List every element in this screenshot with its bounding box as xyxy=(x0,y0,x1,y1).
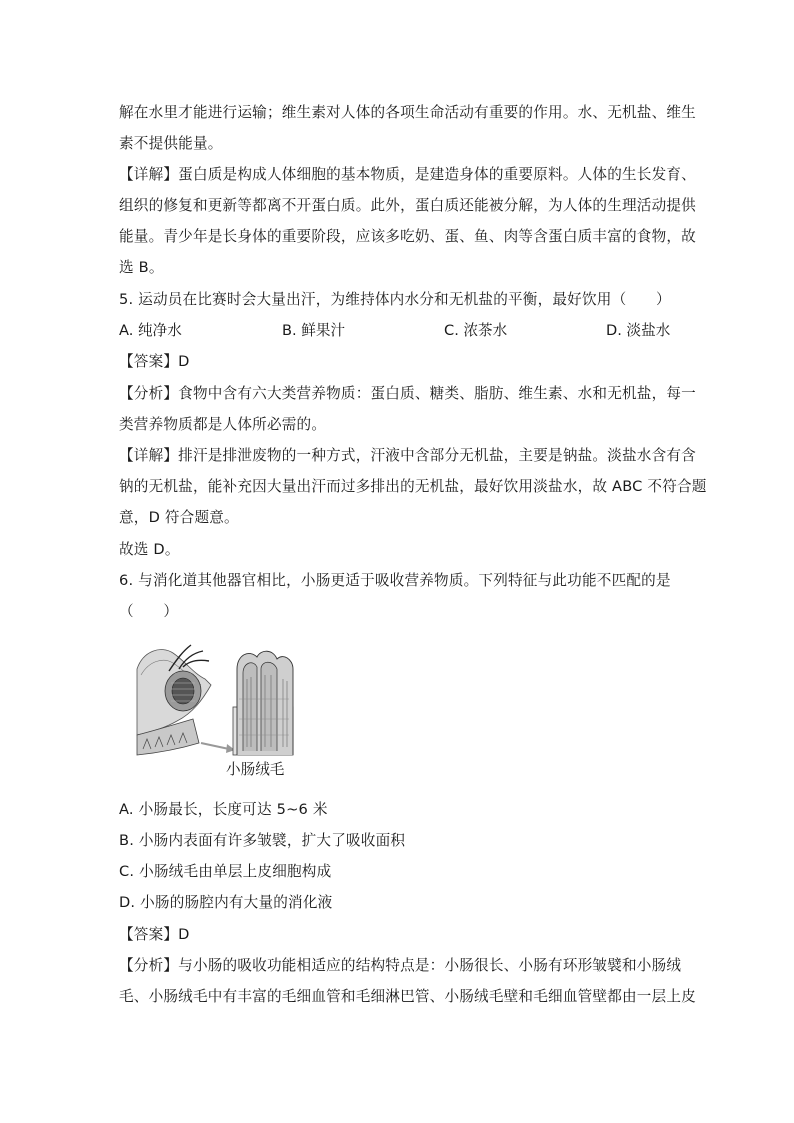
q6-answer: 【答案】D xyxy=(119,926,190,943)
text-line: 【详解】蛋白质是构成人体细胞的基本物质，是建造身体的重要原料。人体的生长发育、 xyxy=(119,166,696,183)
small-intestine-villi-illustration xyxy=(133,639,303,759)
q5-option-b: B. 鲜果汁 xyxy=(282,322,346,339)
q5-answer: 【答案】D xyxy=(119,353,190,370)
q5-option-a: A. 纯净水 xyxy=(119,322,182,339)
text-line: 选 B。 xyxy=(119,259,164,276)
text-line: 解在水里才能进行运输；维生素对人体的各项生命活动有重要的作用。水、无机盐、维生 xyxy=(119,104,696,121)
q6-option-a: A. 小肠最长，长度可达 5~6 米 xyxy=(119,801,328,818)
question-6-stem: 6. 与消化道其他器官相比，小肠更适于吸收营养物质。下列特征与此功能不匹配的是 xyxy=(119,572,671,589)
question-6-stem-cont: （ ） xyxy=(119,603,179,620)
question-5-stem: 5. 运动员在比赛时会大量出汗，为维持体内水分和无机盐的平衡，最好饮用（ ） xyxy=(119,291,671,308)
q5-detail-line: 【详解】排汗是排泄废物的一种方式，汗液中含部分无机盐，主要是钠盐。淡盐水含有含 xyxy=(119,447,696,464)
figure-caption: 小肠绒毛 xyxy=(226,761,285,778)
q6-analysis-line: 【分析】与小肠的吸收功能相适应的结构特点是：小肠很长、小肠有环形皱襞和小肠绒 xyxy=(119,957,682,974)
q5-analysis-line: 类营养物质都是人体所必需的。 xyxy=(119,416,327,433)
q5-detail-line: 钠的无机盐，能补充因大量出汗而过多排出的无机盐，最好饮用淡盐水，故 ABC 不符合题 xyxy=(119,478,707,495)
q5-option-c: C. 浓茶水 xyxy=(444,322,508,339)
text-line: 组织的修复和更新等都离不开蛋白质。此外，蛋白质还能被分解，为人体的生理活动提供 xyxy=(119,197,696,214)
text-line: 能量。青少年是长身体的重要阶段，应该多吃奶、蛋、鱼、肉等含蛋白质丰富的食物，故 xyxy=(119,228,696,245)
q6-option-c: C. 小肠绒毛由单层上皮细胞构成 xyxy=(119,863,332,880)
q5-conclusion: 故选 D。 xyxy=(119,541,180,558)
q5-option-d: D. 淡盐水 xyxy=(606,322,671,339)
q5-detail-line: 意，D 符合题意。 xyxy=(119,509,239,526)
text-line: 素不提供能量。 xyxy=(119,135,223,152)
q6-analysis-line: 毛、小肠绒毛中有丰富的毛细血管和毛细淋巴管、小肠绒毛壁和毛细血管壁都由一层上皮 xyxy=(119,988,696,1005)
q6-option-d: D. 小肠的肠腔内有大量的消化液 xyxy=(119,894,333,911)
q5-analysis-line: 【分析】食物中含有六大类营养物质：蛋白质、糖类、脂肪、维生素、水和无机盐，每一 xyxy=(119,385,696,402)
q6-option-b: B. 小肠内表面有许多皱襞，扩大了吸收面积 xyxy=(119,832,406,849)
